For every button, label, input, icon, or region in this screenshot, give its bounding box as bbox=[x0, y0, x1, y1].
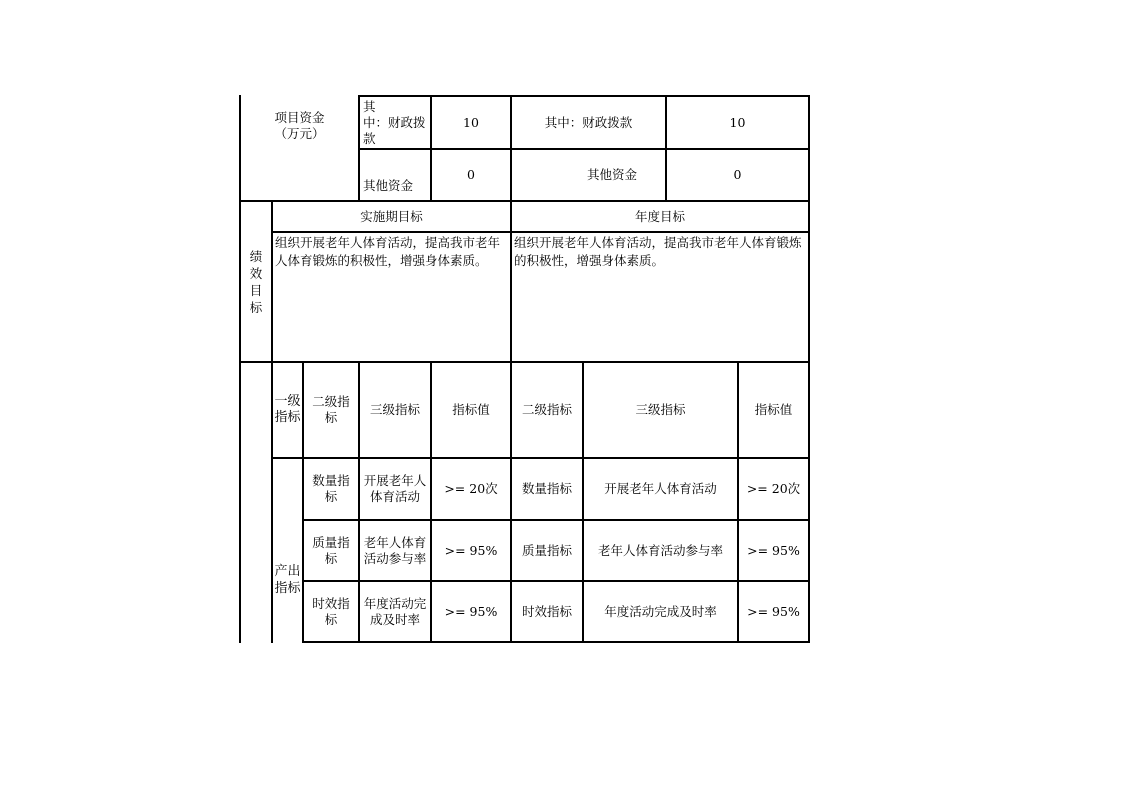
table-row: 开展老年人体育活动 bbox=[604, 481, 717, 496]
table-row: 数量指标 bbox=[521, 481, 572, 496]
table-row: 年度活动完成及时率 bbox=[604, 603, 717, 619]
fiscal-value-right: 10 bbox=[729, 114, 746, 130]
impl-goal-header: 实施期目标 bbox=[360, 208, 423, 224]
value-header-right: 指标值 bbox=[754, 402, 793, 417]
performance-goals-label: 绩 效 目 标 bbox=[249, 248, 263, 315]
level2-header-right: 二级指标 bbox=[521, 402, 572, 417]
table-row: 数量指 标 bbox=[312, 473, 350, 504]
level3-header-right: 三级指标 bbox=[635, 402, 686, 417]
table-row: 质量指标 bbox=[521, 542, 572, 558]
table-row: 年度活动完 成及时率 bbox=[363, 595, 427, 627]
fiscal-label: 其 中：财政拨 款 bbox=[363, 98, 426, 146]
other-funds-value: 0 bbox=[467, 167, 475, 182]
table-row: >= 95% bbox=[444, 603, 498, 619]
table-row: >= 20次 bbox=[444, 481, 498, 496]
other-funds-label: 其他资金 bbox=[363, 178, 414, 193]
table-row: 老年人体育活动参与率 bbox=[597, 542, 723, 558]
fiscal-value: 10 bbox=[463, 114, 479, 130]
table-row: >= 20次 bbox=[746, 481, 801, 496]
level2-header: 二级指 标 bbox=[312, 394, 350, 425]
impl-goal-text: 组织开展老年人体育活动，提高我市老年人体育锻炼的积极性，增强身体素质。 bbox=[275, 235, 501, 268]
other-funds-label-right: 其他资金 bbox=[586, 167, 637, 182]
table-row: >= 95% bbox=[747, 542, 800, 558]
value-header: 指标值 bbox=[452, 402, 490, 417]
level3-header: 三级指标 bbox=[369, 402, 420, 417]
table-row: >= 95% bbox=[747, 603, 800, 619]
other-funds-value-right: 0 bbox=[733, 167, 742, 182]
annual-goal-text: 组织开展老年人体育活动，提高我市老年人体育锻炼的积极性，增强身体素质。 bbox=[514, 235, 802, 268]
fiscal-label-right: 其中：财政拨款 bbox=[544, 114, 633, 130]
output-indicator-label: 产出 指标 bbox=[274, 564, 301, 596]
table-row: >= 95% bbox=[444, 542, 498, 558]
table-row: 时效指 标 bbox=[312, 595, 350, 627]
table-row: 老年人体育 活动参与率 bbox=[363, 534, 427, 566]
table-row: 时效指标 bbox=[521, 603, 572, 619]
table-row: 开展老年人 体育活动 bbox=[363, 473, 427, 504]
level1-header: 一级 指标 bbox=[274, 394, 301, 425]
annual-goal-header: 年度目标 bbox=[634, 208, 685, 224]
funds-label: 项目资金 （万元） bbox=[274, 110, 325, 141]
table-row: 质量指 标 bbox=[312, 534, 350, 566]
